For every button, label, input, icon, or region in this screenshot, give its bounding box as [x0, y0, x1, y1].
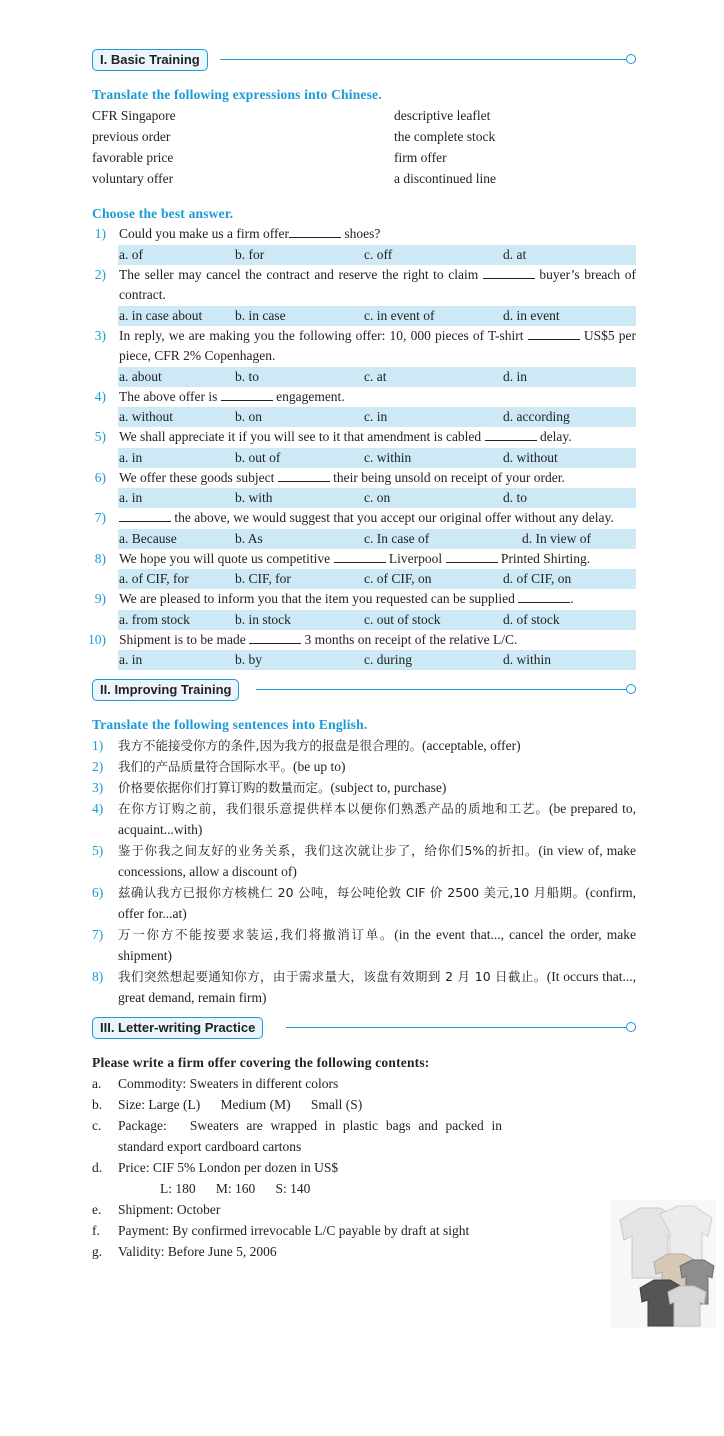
section-header-letter: [92, 1016, 636, 1042]
answer-option[interactable]: b. As: [235, 530, 263, 546]
letter-item-text: Price: CIF 5% London per dozen in US$: [118, 1160, 339, 1175]
question: [92, 508, 636, 529]
letter-items: [92, 1073, 506, 1262]
answer-option[interactable]: b. out of: [235, 449, 281, 465]
expression-item: descriptive leaflet: [394, 108, 491, 123]
question-number: 10): [88, 631, 106, 647]
letter-item-label: c.: [92, 1118, 102, 1133]
question-pre: We hope you will quote us competitive: [119, 550, 334, 566]
question-number: 2): [94, 266, 106, 282]
question-text: [106, 326, 636, 367]
answer-option[interactable]: a. in: [119, 449, 143, 465]
sentence-number: 8): [92, 969, 104, 984]
sentence-text: [105, 966, 636, 1008]
sentence: [92, 966, 636, 1008]
question-pre: We shall appreciate it if you will see to it that amendment is cabled: [119, 429, 485, 444]
letter-item: [92, 1199, 502, 1220]
section-title: III. Letter-writing Practice: [92, 1017, 263, 1039]
sentence-chinese: 在你方订购之前，我们很乐意提供样本以便你们熟悉产品的质地和工艺。: [118, 801, 549, 816]
answer-option[interactable]: a. in case about: [119, 307, 203, 323]
rule-end-dot: [626, 54, 636, 64]
answer-option[interactable]: c. during: [364, 652, 412, 667]
sentence-hint: (in view of, make concessions, allow a discount of): [118, 843, 636, 879]
rule-end-dot: [626, 684, 636, 694]
section-rule: [256, 689, 630, 690]
answer-option[interactable]: b. on: [235, 409, 262, 424]
answer-option[interactable]: b. by: [235, 652, 262, 667]
sentence-hint: (subject to, purchase): [330, 780, 447, 795]
answer-option[interactable]: b. to: [235, 368, 260, 384]
section-title: II. Improving Training: [92, 679, 239, 701]
letter-item: [92, 1241, 502, 1262]
answer-option[interactable]: a. in: [119, 652, 143, 667]
letter-item-label: a.: [92, 1076, 102, 1091]
letter-item: [92, 1094, 502, 1115]
question-pre: In reply, we are making you the following offer: 10, 000 pieces of T-shirt: [119, 327, 528, 343]
question: [92, 427, 636, 448]
letter-item-label: g.: [92, 1244, 103, 1259]
answer-option[interactable]: b. in stock: [235, 611, 291, 627]
expression-item: a discontinued line: [394, 171, 496, 186]
sentence-chinese: 我们突然想起要通知你方，由于需求量大，该盘有效期到 2 月 10 日截止。: [118, 969, 547, 984]
question-text: [106, 468, 636, 489]
letter-item: [92, 1220, 502, 1241]
question: [92, 387, 636, 408]
answer-option[interactable]: b. with: [235, 490, 273, 505]
answer-blank[interactable]: [334, 551, 386, 563]
letter-item: [92, 1178, 502, 1199]
sentence-text: [105, 756, 636, 777]
question-post: engagement.: [272, 388, 345, 404]
sentence-chinese: 万一你方不能按要求装运,我们将撤消订单。: [118, 927, 395, 942]
sentence-text: [105, 735, 636, 756]
expression-item: CFR Singapore: [92, 108, 176, 123]
answer-options: [118, 650, 636, 670]
sentence-text: [105, 798, 636, 840]
answer-options: [118, 245, 636, 265]
answer-option[interactable]: c. off: [364, 246, 393, 262]
section-rule: [286, 1027, 630, 1028]
answer-options: [118, 306, 636, 326]
sentence-hint: (be up to): [293, 759, 346, 774]
subhead-choose: Choose the best answer.: [92, 206, 234, 221]
answer-option[interactable]: a. Because: [119, 530, 177, 546]
question-text: [106, 387, 636, 408]
questions-list: [88, 224, 636, 670]
expression-item: firm offer: [394, 150, 447, 165]
sentence-hint: (be prepared to, acquaint...with): [118, 801, 636, 837]
subhead-translate-chinese: Translate the following expressions into Chinese.: [92, 87, 382, 102]
question-number: 4): [94, 388, 106, 404]
sentence-hint: (confirm, offer for...at): [118, 885, 636, 921]
sentence-number: 7): [92, 927, 104, 942]
question-number: 1): [94, 226, 106, 241]
question-post: US$5 per piece, CFR 2% Copenhagen.: [119, 327, 636, 363]
letter-item-text: Size: Large (L) Medium (M) Small (S): [118, 1097, 363, 1112]
question-post: Printed Shirting.: [497, 550, 591, 566]
page: [88, 48, 637, 1262]
question-number: 8): [94, 550, 106, 566]
question-post: shoes?: [340, 226, 381, 241]
section-header-improving: [92, 678, 636, 704]
answer-options: [118, 488, 636, 508]
letter-item-text: Validity: Before June 5, 2006: [118, 1244, 277, 1259]
answer-option[interactable]: a. about: [119, 368, 162, 384]
answer-option[interactable]: d. at: [503, 246, 527, 262]
sentence: [92, 840, 636, 882]
sentence-chinese: 价格要依据你们打算订购的数量而定。: [118, 780, 331, 795]
sentence-hint: (acceptable, offer): [421, 738, 521, 753]
answer-blank[interactable]: [249, 632, 301, 644]
letter-item: [92, 1115, 506, 1157]
answer-options: [118, 610, 636, 630]
answer-option[interactable]: a. from stock: [119, 611, 190, 627]
question-number: 3): [94, 327, 106, 343]
answer-option[interactable]: c. within: [364, 449, 412, 465]
answer-option[interactable]: a. in: [119, 490, 143, 505]
letter-item-label: e.: [92, 1202, 102, 1217]
letter-item: [92, 1073, 502, 1094]
sentence-chinese: 兹确认我方已报你方核桃仁 20 公吨，每公吨伦敦 CIF 价 2500 美元,10 月船期。: [118, 885, 586, 900]
answer-option[interactable]: d. within: [503, 652, 552, 667]
question-pre: Could you make us a firm offer: [119, 226, 289, 241]
sweaters-photo: [610, 1200, 716, 1328]
sentence-text: [105, 882, 636, 924]
question-post: .: [570, 591, 574, 606]
question: [88, 630, 636, 651]
answer-option[interactable]: c. at: [364, 368, 387, 384]
letter-item: [92, 1157, 502, 1178]
answer-blank[interactable]: [446, 551, 498, 563]
question: [92, 589, 636, 610]
sentence: [92, 924, 636, 966]
question-number: 9): [94, 591, 106, 606]
question-pre: The above offer is: [119, 388, 221, 404]
answer-option[interactable]: c. in: [364, 409, 388, 424]
sentence-hint: (in the event that..., cancel the order, make shipment): [118, 927, 637, 963]
letter-item-label: d.: [92, 1160, 103, 1175]
letter-item-label: [92, 1178, 118, 1199]
expression-item: voluntary offer: [92, 171, 174, 186]
answer-option[interactable]: d. without: [503, 449, 558, 465]
sentence: [92, 777, 636, 798]
question: [92, 265, 636, 306]
answer-option[interactable]: d. In view of: [522, 530, 591, 546]
sentence-number: 1): [92, 738, 104, 753]
question: [92, 468, 636, 489]
section-header-basic: [92, 48, 636, 74]
answer-option[interactable]: a. of CIF, for: [119, 571, 189, 586]
question-text: [106, 549, 636, 570]
question-pre: The seller may cancel the contract and reserve the right to claim: [119, 266, 483, 282]
question-pre: We offer these goods subject: [119, 469, 278, 485]
sentence-chinese: 我方不能接受你方的条件,因为我方的报盘是很合理的。: [118, 738, 422, 753]
sentence-text: [105, 924, 636, 966]
answer-options: [118, 367, 636, 387]
answer-option[interactable]: c. of CIF, on: [364, 571, 432, 586]
letter-item-text: Shipment: October: [118, 1202, 221, 1217]
question-post: buyer’s breach of contract.: [119, 266, 636, 302]
sentences-list: [92, 735, 636, 1008]
answer-option[interactable]: c. on: [364, 490, 391, 505]
subhead-translate-english: Translate the following sentences into English.: [92, 717, 368, 732]
answer-option[interactable]: b. CIF, for: [235, 571, 291, 586]
question-pre: We are pleased to inform you that the item you requested can be supplied: [119, 591, 519, 606]
answer-blank[interactable]: [278, 470, 330, 482]
subhead-letter: Please write a firm offer covering the following contents:: [92, 1055, 430, 1070]
answer-option[interactable]: c. In case of: [364, 530, 430, 546]
question: [92, 326, 636, 367]
answer-blank[interactable]: [518, 591, 570, 603]
sentence-hint: (It occurs that..., great demand, remain firm): [118, 969, 636, 1005]
answer-option[interactable]: b. in case: [235, 307, 286, 323]
question-text: [106, 265, 636, 306]
rule-end-dot: [626, 1022, 636, 1032]
answer-options: [118, 448, 636, 468]
question-post: delay.: [536, 429, 572, 444]
answer-blank[interactable]: [119, 510, 171, 522]
question-post: the above, we would suggest that you accept our original offer without any delay.: [171, 510, 614, 525]
question-text: [106, 508, 636, 529]
sentence: [92, 882, 636, 924]
sentence-number: 4): [92, 801, 104, 816]
question: [92, 224, 636, 245]
sentence-text: [105, 840, 636, 882]
sentence-number: 5): [92, 843, 104, 858]
answer-blank[interactable]: [483, 267, 535, 279]
sentence: [92, 735, 636, 756]
expressions-list: [92, 105, 636, 189]
question-text: [106, 589, 636, 610]
sentence-chinese: 我们的产品质量符合国际水平。: [118, 759, 294, 774]
letter-item-label: f.: [92, 1223, 100, 1238]
answer-blank[interactable]: [221, 389, 273, 401]
answer-options: [118, 529, 636, 549]
letter-item-label: b.: [92, 1097, 103, 1112]
question-post: their being unsold on receipt of your order.: [329, 469, 565, 485]
question-mid: Liverpool: [385, 550, 446, 566]
answer-blank[interactable]: [289, 226, 341, 238]
answer-option[interactable]: d. to: [503, 490, 528, 505]
sentence-text: [105, 777, 636, 798]
sentence: [92, 756, 636, 777]
question-number: 7): [94, 510, 106, 525]
question: [92, 549, 636, 570]
answer-option[interactable]: c. out of stock: [364, 611, 441, 627]
letter-item-text: Commodity: Sweaters in different colors: [118, 1076, 339, 1091]
answer-blank[interactable]: [528, 328, 580, 340]
question-pre: Shipment is to be made: [119, 631, 250, 647]
question-text: [106, 224, 636, 245]
sentence-chinese: 鉴于你我之间友好的业务关系，我们这次就让步了，给你们5%的折扣。: [118, 843, 539, 858]
sentence-number: 3): [92, 780, 104, 795]
sentence: [92, 798, 636, 840]
answer-options: [118, 407, 636, 427]
question-text: [106, 427, 636, 448]
answer-blank[interactable]: [485, 429, 537, 441]
letter-item-text: Payment: By confirmed irrevocable L/C payable by draft at sight: [118, 1223, 470, 1238]
answer-option[interactable]: d. according: [503, 409, 570, 424]
answer-option[interactable]: d. in event: [503, 307, 560, 323]
sentence-number: 2): [92, 759, 104, 774]
expression-item: the complete stock: [394, 129, 496, 144]
answer-options: [118, 569, 636, 589]
answer-option[interactable]: d. of CIF, on: [503, 571, 572, 586]
question-number: 6): [94, 469, 106, 485]
sentence-number: 6): [92, 885, 104, 900]
letter-item-text: Package: Sweaters are wrapped in plastic bags and packed in standard export cardboard cartons: [118, 1118, 506, 1154]
answer-option[interactable]: d. of stock: [503, 611, 560, 627]
expression-item: previous order: [92, 129, 171, 144]
question-text: [106, 630, 636, 651]
expression-item: favorable price: [92, 150, 174, 165]
section-rule: [220, 59, 630, 60]
question-post: 3 months on receipt of the relative L/C.: [301, 631, 518, 647]
answer-option[interactable]: b. for: [235, 246, 265, 262]
section-title: I. Basic Training: [92, 49, 208, 71]
answer-option[interactable]: c. in event of: [364, 307, 435, 323]
letter-item-text: L: 180 M: 160 S: 140: [160, 1181, 311, 1196]
answer-option[interactable]: d. in: [503, 368, 528, 384]
question-number: 5): [94, 429, 106, 444]
answer-option[interactable]: a. without: [119, 409, 173, 424]
answer-option[interactable]: a. of: [119, 246, 143, 262]
